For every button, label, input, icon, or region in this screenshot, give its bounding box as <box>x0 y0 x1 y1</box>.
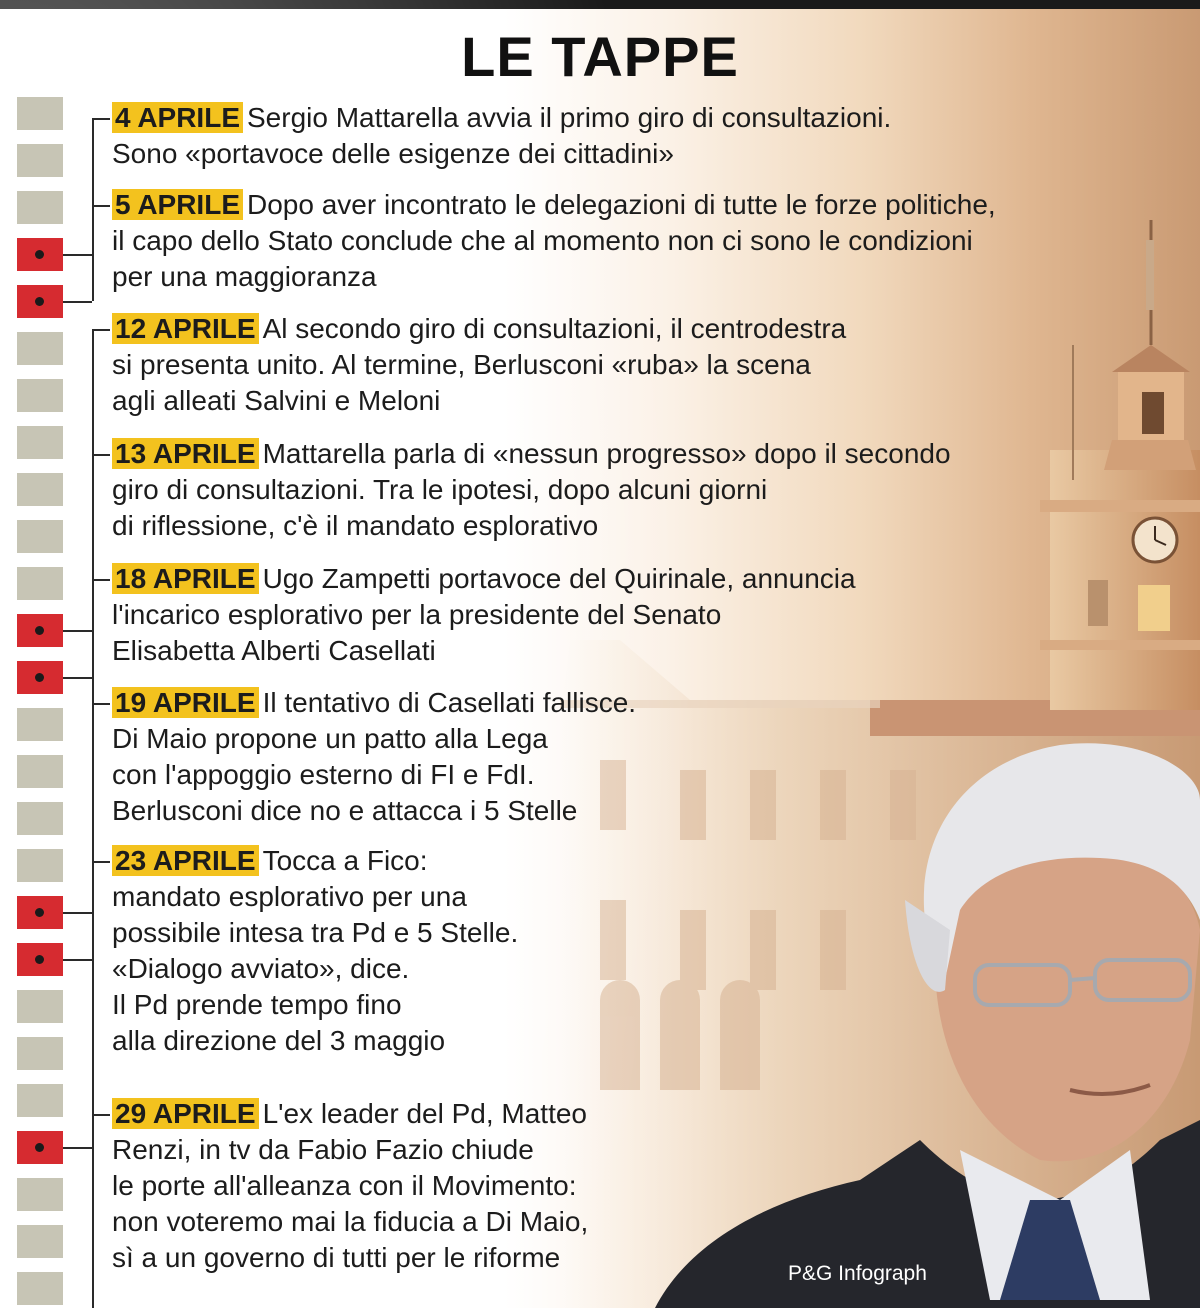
event-date: 4 APRILE <box>112 102 243 133</box>
connector-line <box>92 118 110 120</box>
calendar-day-26 <box>17 1272 63 1305</box>
calendar-day-17 <box>17 849 63 882</box>
event-text: Renzi, in tv da Fabio Fazio chiude <box>112 1134 534 1165</box>
calendar-day-8 <box>17 426 63 459</box>
connector-line <box>92 861 110 863</box>
calendar-day-12 <box>17 614 63 647</box>
event-line <box>112 793 636 829</box>
connector-line <box>92 861 94 1147</box>
day-marker-dot <box>35 1143 44 1152</box>
event-line <box>112 223 996 259</box>
event-line <box>112 633 856 669</box>
calendar-day-24 <box>17 1178 63 1211</box>
connector-line <box>92 703 110 705</box>
event-text: Dopo aver incontrato le delegazioni di tutte le forze politiche, <box>247 189 996 220</box>
calendar-day-2 <box>17 144 63 177</box>
event-line <box>112 1132 588 1168</box>
calendar-day-11 <box>17 567 63 600</box>
connector-line <box>63 677 92 679</box>
event-date: 5 APRILE <box>112 189 243 220</box>
calendar-day-23 <box>17 1131 63 1164</box>
connector-line <box>63 254 92 256</box>
event-text: le porte all'alleanza con il Movimento: <box>112 1170 577 1201</box>
event-block <box>112 1096 588 1276</box>
event-line <box>112 383 846 419</box>
event-date: 12 APRILE <box>112 313 259 344</box>
calendar-day-3 <box>17 191 63 224</box>
event-text: Al secondo giro di consultazioni, il centrodestra <box>262 313 847 344</box>
event-text: sì a un governo di tutti per le riforme <box>112 1242 561 1273</box>
calendar-day-7 <box>17 379 63 412</box>
page-title: LE TAPPE <box>461 25 739 88</box>
event-date: 29 APRILE <box>112 1098 259 1129</box>
event-block <box>112 685 636 829</box>
event-text: non voteremo mai la fiducia a Di Maio, <box>112 1206 589 1237</box>
event-text: alla direzione del 3 maggio <box>112 1025 446 1056</box>
event-text: il capo dello Stato conclude che al momento non ci sono le condizioni <box>112 225 973 256</box>
tower <box>1040 220 1200 710</box>
credit-label: P&G Infograph <box>788 1262 927 1285</box>
event-text: Berlusconi dice no e attacca i 5 Stelle <box>112 795 578 826</box>
day-marker-dot <box>35 955 44 964</box>
event-line <box>112 1023 518 1059</box>
event-line <box>112 915 518 951</box>
event-line <box>112 136 891 172</box>
event-block <box>112 311 846 419</box>
event-line <box>112 685 636 721</box>
event-text: giro di consultazioni. Tra le ipotesi, dopo alcuni giorni <box>112 474 768 505</box>
calendar-day-20 <box>17 990 63 1023</box>
event-line <box>112 1168 588 1204</box>
event-line <box>112 508 951 544</box>
calendar-day-1 <box>17 97 63 130</box>
event-line <box>112 347 846 383</box>
event-line <box>112 259 996 295</box>
event-text: Sono «portavoce delle esigenze dei cittadini» <box>112 138 674 169</box>
day-marker-dot <box>35 297 44 306</box>
day-marker-dot <box>35 908 44 917</box>
calendar-day-15 <box>17 755 63 788</box>
event-text: Il tentativo di Casellati fallisce. <box>262 687 637 718</box>
event-line <box>112 951 518 987</box>
event-text: di riflessione, c'è il mandato esplorativo <box>112 510 599 541</box>
connector-line <box>92 579 110 581</box>
calendar-day-9 <box>17 473 63 506</box>
event-line <box>112 100 891 136</box>
event-block <box>112 187 996 295</box>
connector-line <box>63 301 92 303</box>
event-text: Tocca a Fico: <box>262 845 428 876</box>
event-date: 19 APRILE <box>112 687 259 718</box>
event-text: Elisabetta Alberti Casellati <box>112 635 436 666</box>
event-text: possibile intesa tra Pd e 5 Stelle. <box>112 917 519 948</box>
calendar-day-22 <box>17 1084 63 1117</box>
connector-line <box>63 630 92 632</box>
event-text: Di Maio propone un patto alla Lega <box>112 723 548 754</box>
connector-line <box>92 454 110 456</box>
connector-line <box>92 1114 94 1308</box>
event-text: Ugo Zampetti portavoce del Quirinale, annuncia <box>262 563 856 594</box>
event-text: si presenta unito. Al termine, Berlusconi «ruba» la scena <box>112 349 811 380</box>
day-marker-dot <box>35 673 44 682</box>
event-block <box>112 100 891 172</box>
event-block <box>112 436 951 544</box>
event-line <box>112 311 846 347</box>
event-block <box>112 843 518 1059</box>
event-block <box>112 561 856 669</box>
calendar-day-19 <box>17 943 63 976</box>
event-line <box>112 843 518 879</box>
calendar-day-21 <box>17 1037 63 1070</box>
day-marker-dot <box>35 626 44 635</box>
event-text: Mattarella parla di «nessun progresso» dopo il secondo <box>262 438 951 469</box>
event-text: con l'appoggio esterno di FI e FdI. <box>112 759 535 790</box>
event-line <box>112 187 996 223</box>
event-text: agli alleati Salvini e Meloni <box>112 385 441 416</box>
event-text: L'ex leader del Pd, Matteo <box>262 1098 587 1129</box>
event-line <box>112 757 636 793</box>
day-marker-dot <box>35 250 44 259</box>
event-date: 23 APRILE <box>112 845 259 876</box>
event-text: per una maggioranza <box>112 261 377 292</box>
event-line <box>112 472 951 508</box>
event-text: Il Pd prende tempo fino <box>112 989 402 1020</box>
event-text: l'incarico esplorativo per la presidente del Senato <box>112 599 722 630</box>
calendar-day-16 <box>17 802 63 835</box>
calendar-day-25 <box>17 1225 63 1258</box>
connector-line <box>63 959 92 961</box>
event-line <box>112 436 951 472</box>
connector-line <box>92 1114 110 1116</box>
calendar-day-13 <box>17 661 63 694</box>
event-line <box>112 879 518 915</box>
calendar-day-14 <box>17 708 63 741</box>
event-date: 13 APRILE <box>112 438 259 469</box>
connector-line <box>92 205 94 301</box>
event-line <box>112 1096 588 1132</box>
connector-line <box>63 1147 92 1149</box>
calendar-day-6 <box>17 332 63 365</box>
event-line <box>112 1240 588 1276</box>
event-line <box>112 597 856 633</box>
event-line <box>112 721 636 757</box>
event-line <box>112 561 856 597</box>
connector-line <box>92 205 110 207</box>
event-line <box>112 987 518 1023</box>
event-text: «Dialogo avviato», dice. <box>112 953 410 984</box>
connector-line <box>63 912 92 914</box>
calendar-day-10 <box>17 520 63 553</box>
event-date: 18 APRILE <box>112 563 259 594</box>
connector-line <box>92 329 110 331</box>
event-line <box>112 1204 588 1240</box>
calendar-day-5 <box>17 285 63 318</box>
event-text: Sergio Mattarella avvia il primo giro di consultazioni. <box>247 102 892 133</box>
event-text: mandato esplorativo per una <box>112 881 467 912</box>
calendar-day-18 <box>17 896 63 929</box>
calendar-day-4 <box>17 238 63 271</box>
